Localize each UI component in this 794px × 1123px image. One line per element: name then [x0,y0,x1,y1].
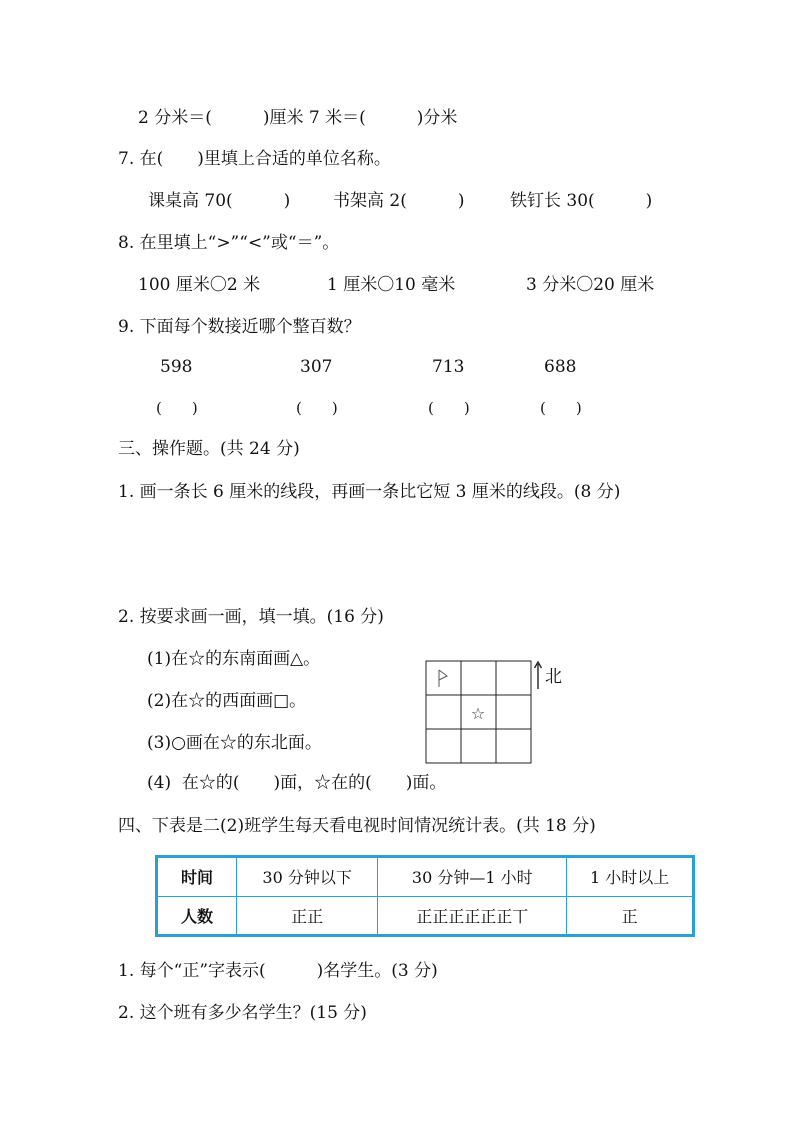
q9-title: 9. 下面每个数接近哪个整百数？ [118,317,361,337]
q7-title: 7. 在( )里填上合适的单位名称。 [118,149,391,169]
table-cell: 正正正正正正丅 [378,896,567,935]
q7-item-shelf: 书架高 2( ) [333,191,465,211]
section4-q2: 2. 这个班有多少名学生？(15 分) [118,1003,367,1023]
table-cell: 正 [567,896,693,935]
table-cell: 1 小时以上 [567,858,693,897]
q9-number-688: 688 [544,357,577,377]
q9-blank-2[interactable]: ( ) [296,399,338,417]
section3-q2-title: 2. 按要求画一画，填一填。(16 分) [118,607,384,627]
section4-title: 四、下表是二(2)班学生每天看电视时间情况统计表。(共 18 分) [118,816,596,836]
q8-title: 8. 在里填上“>”“<”或“＝”。 [118,233,340,253]
section3-q2-item-4: (4) 在☆的( )面，☆在的( )面。 [147,773,447,793]
section3-q1: 1. 画一条长 6 厘米的线段，再画一条比它短 3 厘米的线段。(8 分) [118,482,621,502]
table-cell: 30 分钟以下 [237,858,378,897]
table-row [158,858,693,897]
q7-item-desk: 课桌高 70( ) [148,191,291,211]
table-cell: 30 分钟—1 小时 [378,858,567,897]
direction-grid [425,660,535,766]
q8-item-1: 100 厘米〇2 米 [138,275,261,295]
flag-icon [439,670,447,687]
q8-item-3: 3 分米〇20 厘米 [526,275,655,295]
section3-title: 三、操作题。(共 24 分) [118,439,300,459]
table-row [158,896,693,935]
row-header-count: 人数 [158,896,237,935]
q9-blank-1[interactable]: ( ) [156,399,198,417]
north-arrow-icon [533,660,543,690]
q8-item-2: 1 厘米〇10 毫米 [327,275,456,295]
row-header-time: 时间 [158,858,237,897]
q9-blank-4[interactable]: ( ) [540,399,582,417]
section4-q1: 1. 每个“正”字表示( )名学生。(3 分) [118,961,438,981]
table-cell: 正正 [237,896,378,935]
grid-star: ☆ [470,704,486,723]
q7-item-nail: 铁钉长 30( ) [510,191,653,211]
q6-continued: 2 分米＝( )厘米 7 米＝( )分米 [138,108,458,128]
section3-q2-item-2: (2)在☆的西面画□。 [147,691,307,711]
tv-time-table [155,855,695,937]
north-label: 北 [545,667,562,687]
q9-number-307: 307 [300,357,333,377]
q9-number-598: 598 [160,357,193,377]
q9-blank-3[interactable]: ( ) [428,399,470,417]
section3-q2-item-3: (3)○画在☆的东北面。 [147,733,322,753]
section3-q2-item-1: (1)在☆的东南面画△。 [147,649,321,669]
q9-number-713: 713 [432,357,465,377]
